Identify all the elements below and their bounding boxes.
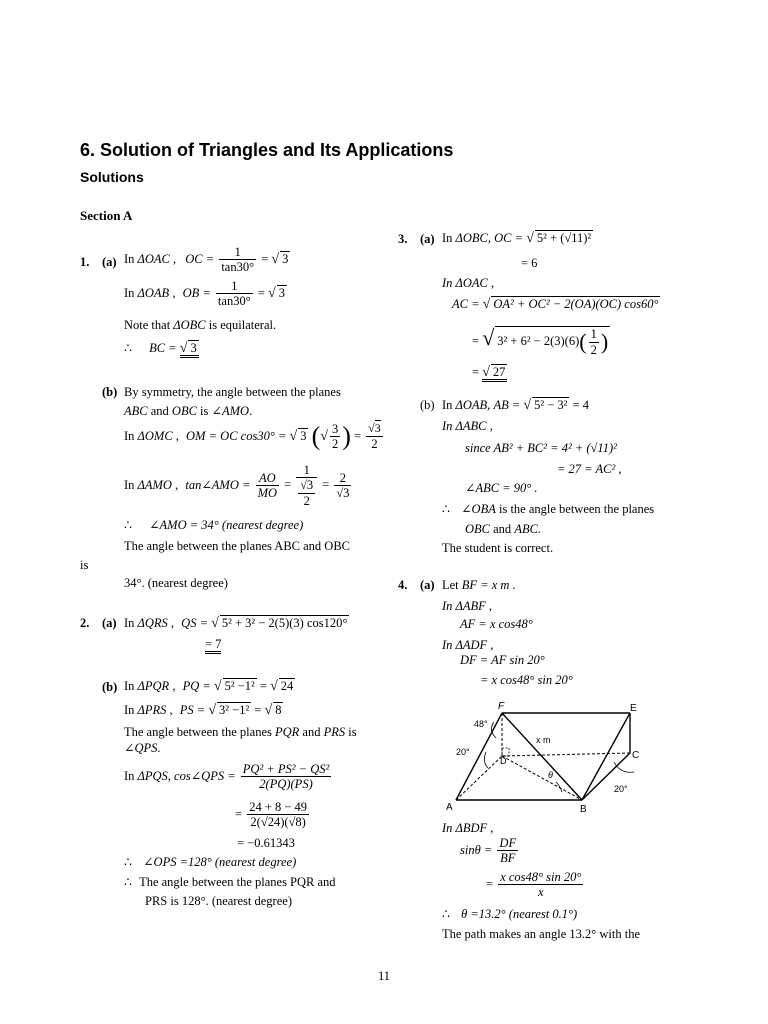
q2b-line7: = −0.61343 [237,836,295,850]
q2b-line5: In ΔPQS, cos∠QPS = $\frac{\text{PQ² + PS² − QS²}}{2(PQ)(PS)}$ [124,762,330,792]
q4a-line9: = $\frac{\text{x cos48° sin 20°}}{x}$ [486,870,582,900]
q4a-line3: AF = x cos48° [460,617,533,631]
q1b-line7: 34°. (nearest degree) [124,576,228,590]
q1b-line6: The angle between the planes ABC and OBC [124,539,350,553]
q4a-line5: DF = AF sin 20° [460,653,545,667]
label-C: C [632,750,640,761]
q2b-line9: ∴ The angle between the planes PQR and [124,875,336,889]
label-xm: x m [536,735,551,745]
angle-20-left: 20° [456,747,470,757]
q3b-line6: ∴ ∠OBA is the angle between the planes [442,502,655,516]
q3b-line8: The student is correct. [442,541,554,555]
q3a-line4: AC = √ OA² + OC² − 2(OA)(OC) cos60° [452,297,659,312]
q1b-line6-is: is [80,558,89,572]
q3a-line3: In ΔOAC , [442,276,495,290]
prism-diagram [444,700,644,818]
q3b-line3: since AB² + BC² = 4² + (√11)² [465,441,617,455]
q3a-line5: = √ 3² + 6² − 2(3)(6)( $\frac{1}{2}$ ) [472,325,609,357]
q3a-line1: In ΔOBC, OC = √ 5² + (√11)² [442,231,592,246]
q3b-line7: OBC and ABC. [465,522,542,536]
q3-part-b: (b) [420,398,435,412]
q2-number: 2. [80,616,90,630]
chapter-title: 6. Solution of Triangles and Its Applications [80,140,454,160]
q4a-line7: In ΔBDF , [442,821,494,835]
q2-part-b: (b) [102,680,118,694]
q3-number: 3. [398,232,408,246]
q4a-line11: The path makes an angle 13.2° with the [442,927,640,941]
label-B: B [580,804,587,815]
q3a-line2: = 6 [521,256,538,270]
q2b-line3: The angle between the planes PQR and PRS is [124,725,357,739]
q4-number: 4. [398,578,408,592]
q1a-line3: Note that ΔOBC is equilateral. [124,318,277,332]
q4-part-a: (a) [420,578,435,592]
q2b-line10: PRS is 128°. (nearest degree) [145,894,292,908]
q3b-line4: = 27 = AC² , [557,462,622,476]
q2b-line8: ∴ ∠OPS =128° (nearest degree) [124,855,297,869]
q1b-line5: ∴ ∠AMO = 34° (nearest degree) [124,518,304,532]
q1b-line4: In ΔAMO , tan∠AMO = $\frac{AO}{MO}$ = $\frac{1}{\frac{√3}{2}}$ = $\frac{2}{√3}$ [124,463,350,509]
solutions-heading: Solutions [80,169,144,185]
q3a-line6: = √ 27 [472,365,506,380]
q3-part-a: (a) [420,232,435,246]
label-A: A [446,802,453,813]
q4a-line8: sinθ = $\frac{DF}{BF}$ [460,836,517,866]
label-F: F [498,701,505,712]
q4a-line1: Let BF = x m . [442,578,516,592]
q4a-line10: ∴ θ =13.2° (nearest 0.1°) [442,907,578,921]
label-E: E [630,703,637,714]
q4a-line2: In ΔABF , [442,599,493,613]
q1-part-a: (a) [102,255,117,269]
q1b-line1: By symmetry, the angle between the planes [124,385,341,399]
q2a-line2: = 7 [205,638,221,652]
q1-part-b: (b) [102,385,118,399]
q2a-line1: In ΔQRS , QS = √ 5² + 3² − 2(5)(3) cos120° [124,616,348,631]
q2b-line1: In ΔPQR , PQ = √ 5² −1² = √ 24 [124,679,294,694]
q1b-line2: ABC and OBC is ∠AMO. [124,404,253,418]
page-number: 11 [378,969,391,983]
q4a-line4: In ΔADF , [442,638,494,652]
q3b-line1: In ΔOAB, AB = √ 5² − 3² = 4 [442,398,589,413]
q1a-line4: ∴ BC = √ 3 [124,341,197,356]
q2b-line6: = $\frac{24 + 8 - 49}{2(√24)(√8)}$ [235,800,308,830]
q1b-line3: In ΔOMC , OM = OC cos30° = √ 3 (√ $\frac{3}{2}$ ) = $\frac{√3}{2}$ [124,421,381,452]
label-theta: θ [548,770,553,780]
q2b-line4: ∠QPS. [124,741,161,755]
label-D: D [500,756,507,766]
angle-20-right: 20° [614,784,628,794]
q2b-line2: In ΔPRS , PS = √ 3² −1² = √ 8 [124,703,282,718]
q3b-line5: ∠ABC = 90° . [465,481,538,495]
q4a-line6: = x cos48° sin 20° [480,673,573,687]
q1a-line1: In ΔOAC , OC = $\frac{1}{\tan 30^\circ}$ = √ 3 [124,245,289,275]
q3b-line2: In ΔABC , [442,419,493,433]
q2-part-a: (a) [102,616,117,630]
section-heading: Section A [80,208,133,223]
q1a-line2: In ΔOAB , OB = $\frac{1}{\tan 30^\circ}$ = √ 3 [124,279,285,309]
q1-number: 1. [80,255,90,269]
angle-48: 48° [474,719,488,729]
